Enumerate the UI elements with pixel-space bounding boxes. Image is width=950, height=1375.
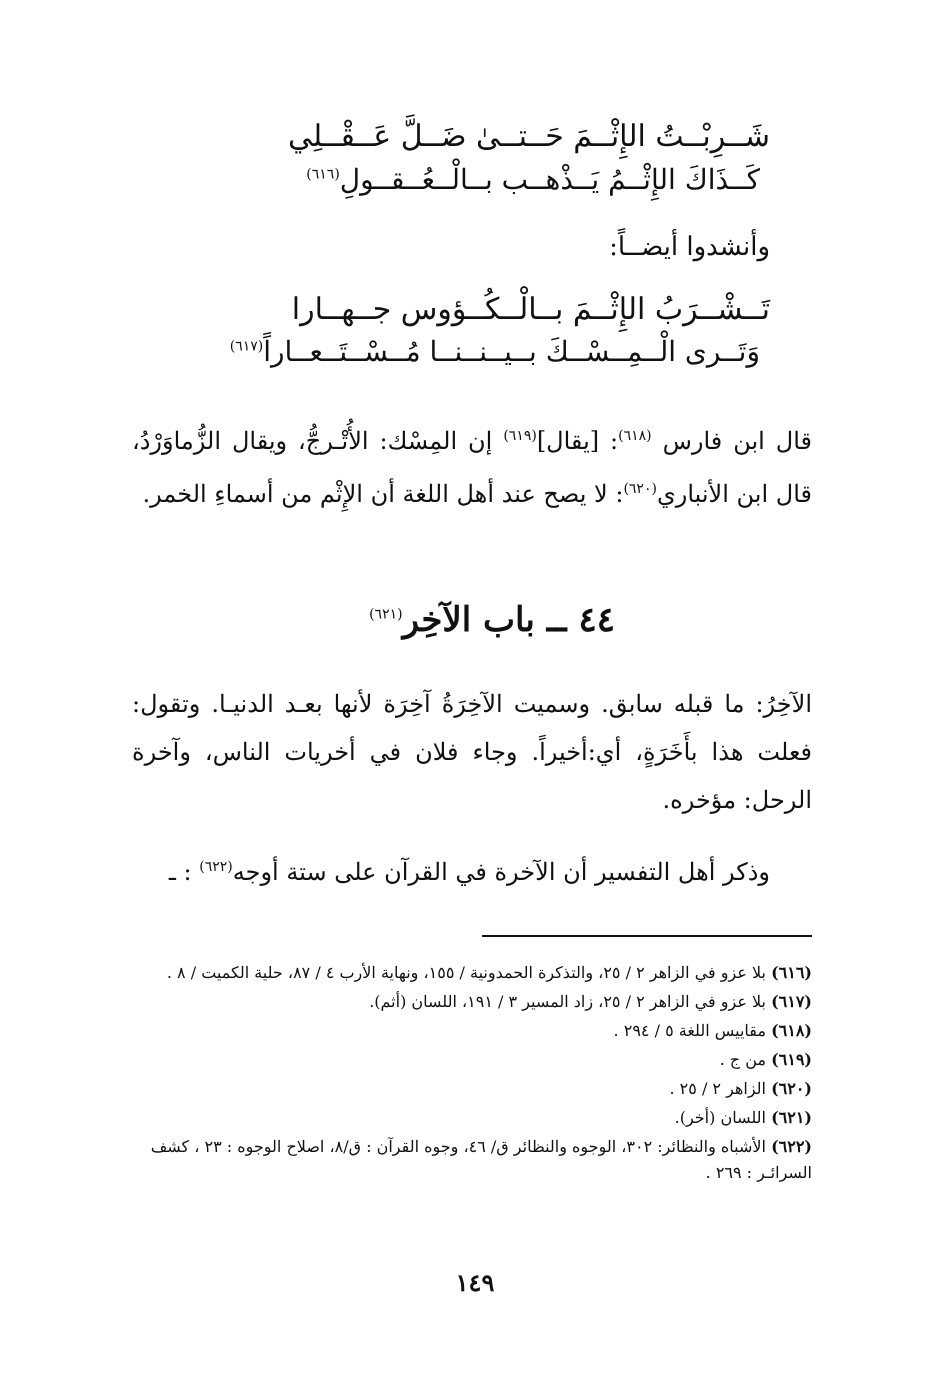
- page-number: ١٤٩: [455, 1268, 495, 1297]
- footnote-number: (٦١٦): [771, 963, 812, 982]
- footnote-ref-620[interactable]: (٦٢٠): [623, 481, 657, 497]
- chapter-title: ٤٤ ــ باب الآخِر: [402, 600, 615, 640]
- footnote-separator: [482, 935, 812, 937]
- footnote-618: [132, 1018, 812, 1044]
- footnote-text: بلا عزو في الزاهر ٢ / ٢٥، زاد المسير ٣ / ١٩١، اللسان (أثم).: [369, 992, 766, 1011]
- footnote-616: [132, 960, 812, 986]
- footnote-number: (٦١٧): [771, 992, 812, 1011]
- footnote-622: [132, 1134, 812, 1186]
- footnote-text: اللسان (أخر).: [674, 1108, 766, 1127]
- footnote-ref-616[interactable]: (٦١٦): [306, 166, 340, 183]
- poem1-line1: شَــرِبْــتُ الإِثْــمَ حَــتــىٰ ضَــلَّ عَــقْــلِي: [287, 119, 770, 154]
- poem2-line2-text: وَتَــرى الْــمِــسْــكَ بــيــنــنــا مُــسْــتَــعــاراً: [263, 335, 760, 368]
- paragraph1-part-a: قال ابن فارس: [662, 427, 812, 455]
- footnote-number: (٦١٩): [771, 1050, 812, 1069]
- paragraph3-tail: : ـ: [168, 858, 200, 886]
- footnote-text: من ج .: [719, 1050, 766, 1069]
- footnote-ref-617[interactable]: (٦١٧): [229, 338, 264, 355]
- footnote-text: الأشباه والنظائر: ٣٠٢، الوجوه والنظائر ق/ ٤٦، وجوه القرآن : ق/٨، اصلاح الوجوه : ٢٣ ، كشف السرائـر : ٢٦٩ .: [150, 1137, 812, 1182]
- chapter-heading: [369, 600, 615, 640]
- paragraph1-part-b: : [يقال]: [536, 427, 619, 455]
- footnote-620: [132, 1076, 812, 1102]
- paragraph-ibn-faris: [132, 412, 812, 518]
- poem2-line1: تَــشْــرَبُ الإِثْــمَ بــالْــكُــؤوس جــهــارا: [291, 292, 770, 327]
- footnote-ref-619[interactable]: (٦١٩): [503, 428, 537, 444]
- footnote-number: (٦٢٢): [771, 1137, 812, 1156]
- footnote-621: [132, 1105, 812, 1131]
- footnote-text: الزاهر ٢ / ٢٥ .: [669, 1079, 766, 1098]
- footnote-ref-622[interactable]: (٦٢٢): [199, 859, 233, 875]
- poem1-line2: [306, 163, 760, 196]
- footnote-number: (٦٢١): [771, 1108, 812, 1127]
- paragraph-definition: الآخِرُ: ما قبله سابق. وسميت الآخِرَةُ آخِرَة لأنها بعـد الدنيـا. وتقول: فعلت هذا بأَخَرَةٍ، أي:أخيراً. وجاء فلان في أخريات الناس، وآخرة الرحل: مؤخره.: [132, 690, 812, 814]
- paragraph-tafsir: [169, 858, 770, 886]
- footnote-ref-621[interactable]: (٦٢١): [369, 606, 403, 623]
- poem2-line2: [229, 335, 760, 368]
- footnote-619: [132, 1047, 812, 1073]
- paragraph3-text: وذكر أهل التفسير أن الآخرة في القرآن على ستة أوجه: [232, 858, 770, 886]
- footnotes: [132, 960, 812, 1189]
- footnote-617: [132, 989, 812, 1015]
- footnote-ref-618[interactable]: (٦١٨): [618, 428, 652, 444]
- footnote-text: مقاييس اللغة ٥ / ٢٩٤ .: [613, 1021, 766, 1040]
- intro-line: وأنشدوا أيضــاً:: [609, 232, 770, 262]
- footnote-text: بلا عزو في الزاهر ٢ / ٢٥، والتذكرة الحمدونية / ١٥٥، ونهاية الأرب ٤ / ٨٧، حلية الكميت / ٨ .: [166, 963, 766, 982]
- paragraph1-part-d: : لا يصح عند أهل اللغة أن الإِثْم من أسماءِ الخمر.: [142, 480, 624, 508]
- poem1-line2-text: كَــذَاكَ الإِثْــمُ يَــذْهــب بــالْــعُــقــولِ: [339, 163, 760, 196]
- paragraph1-part-c: إن المِسْك: الأُتْـرجُّ، ويقال الزُّماوَرْدُ، قال ابن الأنباري: [132, 427, 812, 508]
- footnote-number: (٦٢٠): [771, 1079, 812, 1098]
- footnote-number: (٦١٨): [771, 1021, 812, 1040]
